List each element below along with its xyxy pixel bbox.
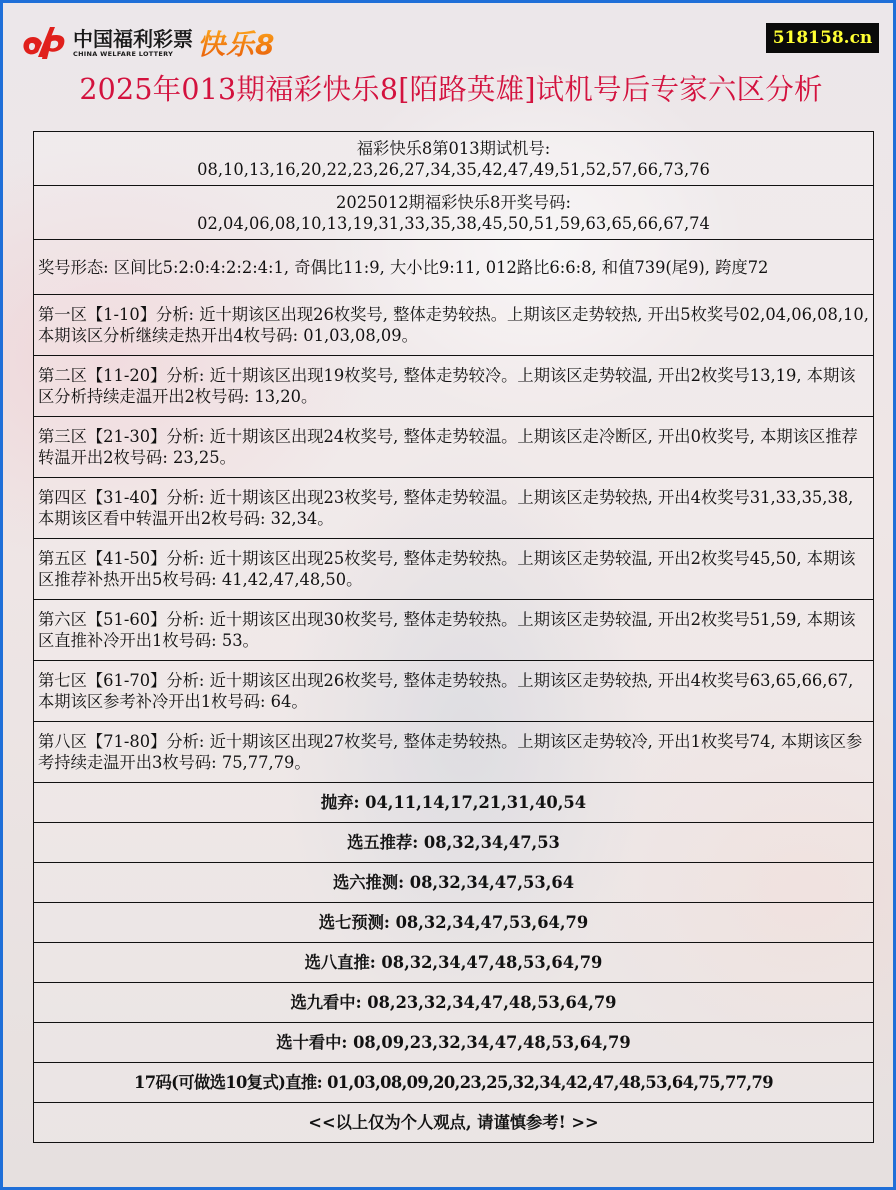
pick-row <box>34 783 874 823</box>
pick-row <box>34 983 874 1023</box>
pick-row <box>34 903 874 943</box>
last-draw-values: 02,04,06,08,10,13,19,31,33,35,38,45,50,51,59,63,65,66,67,74 <box>197 213 710 233</box>
last-draw-row <box>34 186 874 240</box>
zone-row <box>34 295 874 356</box>
zone-3-analysis: 第三区【21-30】分析: 近十期该区出现24枚奖号, 整体走势较温。上期该区走冷断区, 开出0枚奖号, 本期该区推荐转温开出2枚号码: 23,25。 <box>34 417 874 478</box>
test-numbers-values: 08,10,13,16,20,22,23,26,27,34,35,42,47,49,51,52,57,66,73,76 <box>197 159 710 179</box>
test-numbers-row <box>34 132 874 186</box>
logo-name-cn: 中国福利彩票 <box>73 27 193 51</box>
zone-6-analysis: 第六区【51-60】分析: 近十期该区出现30枚奖号, 整体走势较热。上期该区走势较温, 开出2枚奖号51,59, 本期该区直推补冷开出1枚号码: 53。 <box>34 600 874 661</box>
disclaimer: <<以上仅为个人观点, 请谨慎参考! >> <box>34 1103 874 1143</box>
pick-row <box>34 943 874 983</box>
pick-7-prediction: 选七预测: 08,32,34,47,53,64,79 <box>34 903 874 943</box>
pick-row <box>34 1063 874 1103</box>
page-title: 2025年013期福彩快乐8[陌路英雄]试机号后专家六区分析 <box>79 73 823 106</box>
zone-row <box>34 722 874 783</box>
shape-row <box>34 240 874 295</box>
zone-row <box>34 417 874 478</box>
zone-row <box>34 356 874 417</box>
site-badge[interactable]: 518158.cn <box>766 23 879 53</box>
shape-cell: 奖号形态: 区间比5:2:0:4:2:2:4:1, 奇偶比11:9, 大小比9:11, 012路比6:6:8, 和值739(尾9), 跨度72 <box>34 240 874 295</box>
zone-7-analysis: 第七区【61-70】分析: 近十期该区出现26枚奖号, 整体走势较热。上期该区走势较热, 开出4枚奖号63,65,66,67, 本期该区参考补冷开出1枚号码: 64。 <box>34 661 874 722</box>
zone-row <box>34 539 874 600</box>
zone-row <box>34 478 874 539</box>
test-numbers-cell <box>34 132 874 186</box>
zone-row <box>34 661 874 722</box>
logo-name-en: CHINA WELFARE LOTTERY <box>73 50 174 58</box>
pick-row <box>34 1023 874 1063</box>
zone-5-analysis: 第五区【41-50】分析: 近十期该区出现25枚奖号, 整体走势较热。上期该区走势较温, 开出2枚奖号45,50, 本期该区推荐补热开出5枚号码: 41,42,47,48,50。 <box>34 539 874 600</box>
17-code-recommendation: 17码(可做选10复式)直推: 01,03,08,09,20,23,25,32,34,42,47,48,53,64,75,77,79 <box>34 1063 874 1103</box>
disclaimer-row <box>34 1103 874 1143</box>
analysis-table <box>33 131 874 1143</box>
pick-9-recommendation: 选九看中: 08,23,32,34,47,48,53,64,79 <box>34 983 874 1023</box>
zone-1-analysis: 第一区【1-10】分析: 近十期该区出现26枚奖号, 整体走势较热。上期该区走势较热, 开出5枚奖号02,04,06,08,10, 本期该区分析继续走热开出4枚号码: 01,03,08,09。 <box>34 295 874 356</box>
zone-4-analysis: 第四区【31-40】分析: 近十期该区出现23枚奖号, 整体走势较温。上期该区走势较热, 开出4枚奖号31,33,35,38, 本期该区看中转温开出2枚号码: 32,34。 <box>34 478 874 539</box>
pick-10-recommendation: 选十看中: 08,09,23,32,34,47,48,53,64,79 <box>34 1023 874 1063</box>
zone-row <box>34 600 874 661</box>
lottery-logo <box>21 21 275 65</box>
logo-game-name: 快乐8 <box>197 23 275 63</box>
pick-6-prediction: 选六推测: 08,32,34,47,53,64 <box>34 863 874 903</box>
cwl-logo-icon <box>21 23 67 63</box>
last-draw-cell <box>34 186 874 240</box>
zone-8-analysis: 第八区【71-80】分析: 近十期该区出现27枚奖号, 整体走势较热。上期该区走势较冷, 开出1枚奖号74, 本期该区参考持续走温开出3枚号码: 75,77,79。 <box>34 722 874 783</box>
zone-2-analysis: 第二区【11-20】分析: 近十期该区出现19枚奖号, 整体走势较冷。上期该区走势较温, 开出2枚奖号13,19, 本期该区分析持续走温开出2枚号码: 13,20。 <box>34 356 874 417</box>
test-numbers-label: 福彩快乐8第013期试机号: <box>356 138 551 158</box>
pick-row <box>34 823 874 863</box>
pick-5-recommendation: 选五推荐: 08,32,34,47,53 <box>34 823 874 863</box>
pick-row <box>34 863 874 903</box>
discard-numbers: 抛弃: 04,11,14,17,21,31,40,54 <box>34 783 874 823</box>
logo-text <box>73 28 193 58</box>
pick-8-recommendation: 选八直推: 08,32,34,47,48,53,64,79 <box>34 943 874 983</box>
last-draw-label: 2025012期福彩快乐8开奖号码: <box>336 192 571 212</box>
